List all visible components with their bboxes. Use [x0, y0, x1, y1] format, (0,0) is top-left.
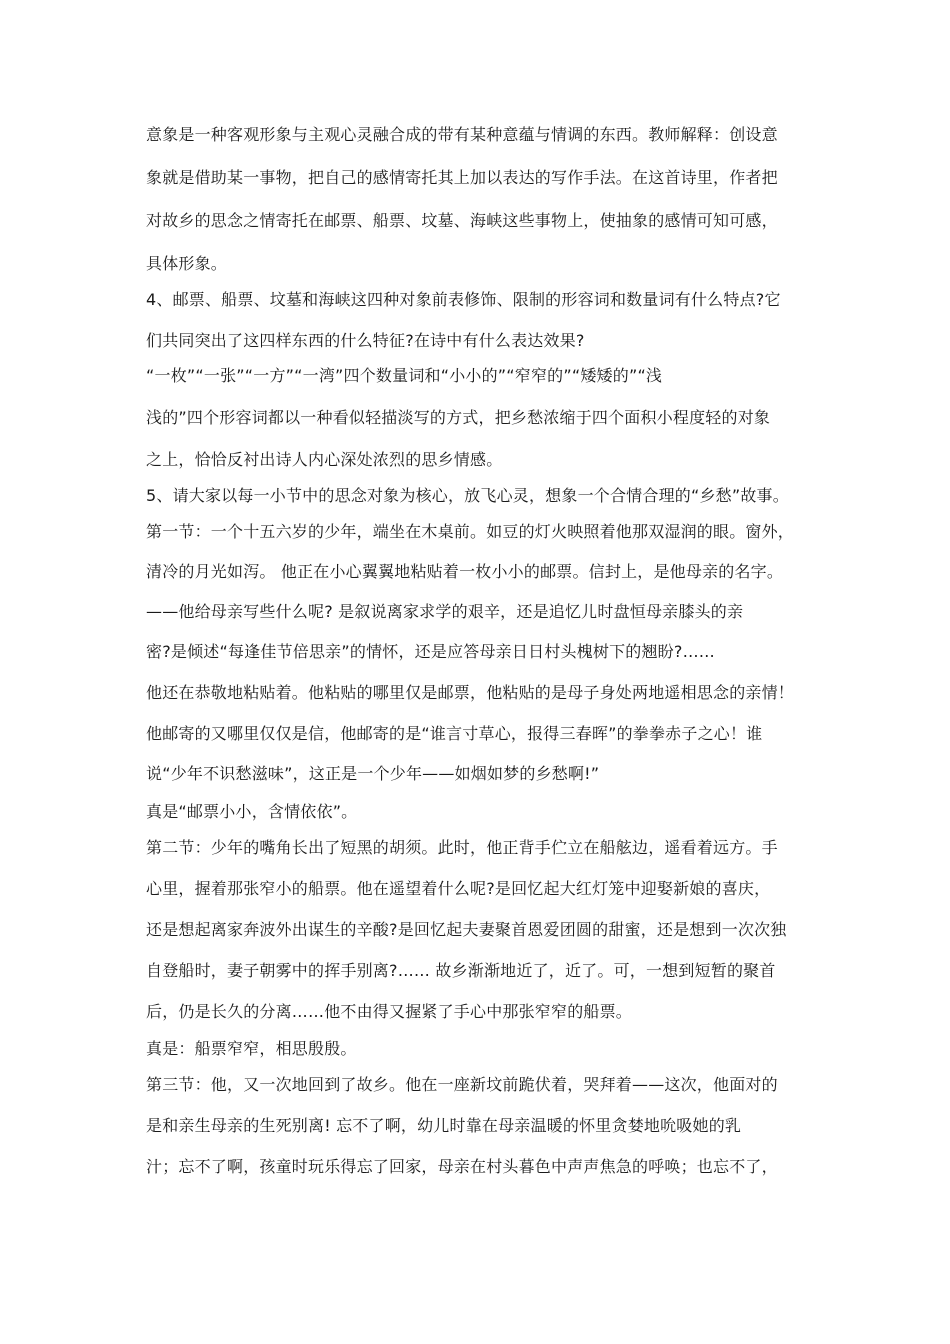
text-line-25: 第三节：他，又一次地回到了故乡。他在一座新坟前跪伏着，哭拜着——这次，他面对的 [146, 1075, 778, 1094]
text-line-8: 浅的”四个形容词都以一种看似轻描淡写的方式，把乡愁浓缩于四个面积小程度轻的对象 [146, 408, 771, 427]
text-line-19: 第二节：少年的嘴角长出了短黑的胡须。此时，他正背手伫立在船舷边，遥看着远方。手 [146, 838, 778, 857]
text-line-18: 真是“邮票小小，含情依依”。 [146, 802, 358, 821]
text-line-11: 第一节：一个十五六岁的少年，端坐在木桌前。如豆的灯火映照着他那双湿润的眼。窗外， [146, 522, 795, 541]
text-line-10: 5、请大家以每一小节中的思念对象为核心，放飞心灵，想象一个合情合理的“乡愁”故事。 [146, 486, 789, 505]
text-line-1: 意象是一种客观形象与主观心灵融合成的带有某种意蕴与情调的东西。教师解释：创设意 [146, 125, 778, 144]
text-line-20: 心里，握着那张窄小的船票。他在遥望着什么呢?是回忆起大红灯笼中迎娶新娘的喜庆， [146, 879, 771, 898]
text-line-21: 还是想起离家奔波外出谋生的辛酸?是回忆起夫妻聚首恩爱团圆的甜蜜，还是想到一次次独 [146, 920, 787, 939]
text-line-14: 密?是倾述“每逢佳节倍思亲”的情怀，还是应答母亲日日村头槐树下的翘盼?…… [146, 642, 715, 661]
text-line-13: ——他给母亲写些什么呢? 是叙说离家求学的艰辛，还是追忆儿时盘恒母亲膝头的亲 [146, 602, 744, 621]
text-line-17: 说“少年不识愁滋味”，这正是一个少年——如烟如梦的乡愁啊!” [146, 764, 600, 783]
text-line-3: 对故乡的思念之情寄托在邮票、船票、坟墓、海峡这些事物上，使抽象的感情可知可感， [146, 211, 778, 230]
text-line-16: 他邮寄的又哪里仅仅是信，他邮寄的是“谁言寸草心，报得三春晖”的拳拳赤子之心！谁 [146, 724, 763, 743]
text-line-24: 真是：船票窄窄，相思殷殷。 [146, 1039, 357, 1058]
text-line-4: 具体形象。 [146, 254, 228, 273]
text-line-22: 自登船时，妻子朝雾中的挥手别离?…… 故乡渐渐地近了，近了。可，一想到短暂的聚首 [146, 961, 776, 980]
text-line-23: 后，仍是长久的分离……他不由得又握紧了手心中那张窄窄的船票。 [146, 1002, 633, 1021]
text-line-27: 汁；忘不了啊，孩童时玩乐得忘了回家，母亲在村头暮色中声声焦急的呼唤；也忘不了， [146, 1157, 778, 1176]
text-line-9: 之上，恰恰反衬出诗人内心深处浓烈的思乡情感。 [146, 450, 503, 469]
text-line-7: “一枚”“一张”“一方”“一湾”四个数量词和“小小的”“窄窄的”“矮矮的”“浅 [146, 366, 663, 385]
text-line-2: 象就是借助某一事物，把自己的感情寄托其上加以表达的写作手法。在这首诗里，作者把 [146, 168, 778, 187]
text-line-6: 们共同突出了这四样东西的什么特征?在诗中有什么表达效果? [146, 331, 585, 350]
text-line-15: 他还在恭敬地粘贴着。他粘贴的哪里仅是邮票，他粘贴的是母子身处两地遥相思念的亲情！ [146, 683, 795, 702]
text-line-26: 是和亲生母亲的生死别离! 忘不了啊，幼儿时靠在母亲温暖的怀里贪婪地吮吸她的乳 [146, 1116, 742, 1135]
text-line-12: 清冷的月光如泻。 他正在小心翼翼地粘贴着一枚小小的邮票。信封上，是他母亲的名字。 [146, 562, 784, 581]
text-line-5: 4、邮票、船票、坟墓和海峡这四种对象前表修饰、限制的形容词和数量词有什么特点?它 [146, 290, 781, 309]
